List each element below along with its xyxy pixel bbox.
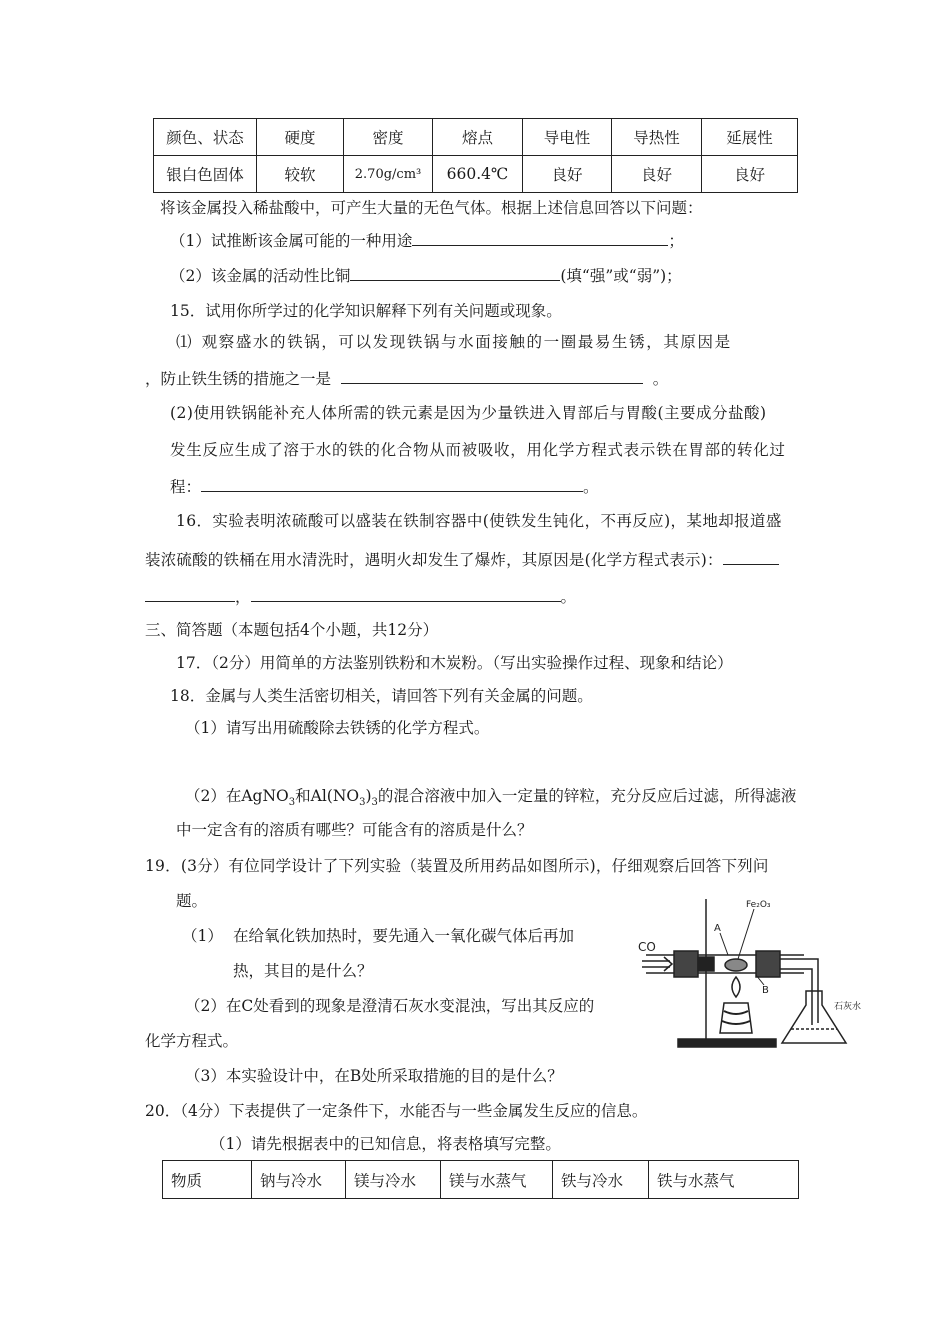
q16-line3: ， 。 (145, 587, 576, 607)
table-cell: 良好 (523, 156, 612, 193)
label-b: B (762, 985, 769, 996)
q18-part2-line2: 中一定含有的溶质有哪些？可能含有的溶质是什么？ (176, 821, 533, 839)
q19-part2-line1: （2）在C处看到的现象是澄清石灰水变混浊，写出其反应的 (185, 997, 595, 1015)
table-header-cell: 镁与冷水 (346, 1161, 441, 1199)
q19-part1-num: （1） (182, 927, 223, 945)
answer-blank[interactable] (341, 369, 643, 384)
lamp-liquid (722, 1011, 750, 1024)
gas-flow-arrowhead (664, 957, 672, 971)
q16-line1: 16．实验表明浓硫酸可以盛装在铁制容器中(使铁发生钝化，不再反应)，某地却报道盛 (176, 512, 782, 530)
answer-blank[interactable] (201, 477, 583, 492)
table-header-cell: 硬度 (257, 119, 344, 156)
table-cell: 较软 (257, 156, 344, 193)
table-header-cell: 镁与水蒸气 (441, 1161, 553, 1199)
label-pointer (720, 933, 728, 955)
q15-part2-line1: (2)使用铁锅能补充人体所需的铁元素是因为少量铁进入胃部后与胃酸(主要成分盐酸) (170, 404, 767, 422)
table-header-cell: 密度 (344, 119, 433, 156)
answer-blank[interactable] (412, 231, 668, 246)
label-co: CO (638, 940, 656, 954)
q14-intro: 将该金属投入稀盐酸中，可产生大量的无色气体。根据上述信息回答以下问题： (160, 199, 703, 217)
q18-title: 18．金属与人类生活密切相关，请回答下列有关金属的问题。 (170, 687, 593, 705)
metal-properties-table (153, 118, 798, 193)
q19-part2-line2: 化学方程式。 (145, 1032, 239, 1050)
q20-part1: （1）请先根据表中的已知信息，将表格填写完整。 (210, 1135, 561, 1153)
clamp (698, 957, 714, 971)
q15-part1-line2: ，防止铁生锈的措施之一是 。 (145, 370, 669, 388)
q17-text: 17．（2分）用简单的方法鉴别铁粉和木炭粉。（写出实验操作过程、现象和结论） (176, 654, 733, 672)
table-cell: 银白色固体 (154, 156, 257, 193)
answer-blank[interactable] (251, 587, 561, 602)
q18-part2-line1: （2）在AgNO$_3$和$Al(NO_3)_3$的混合溶液中加入一定量的锌粒，充分反应后过滤，所得滤液 (185, 787, 797, 809)
table-header-cell: 物质 (163, 1161, 252, 1199)
apparatus-figure (636, 893, 868, 1055)
stopper-right (756, 951, 780, 977)
q19-part3: （3）本实验设计中，在B处所采取措施的目的是什么？ (185, 1067, 563, 1085)
table-header-cell: 导热性 (612, 119, 702, 156)
stopper-left (674, 951, 698, 977)
q19-line2: 题。 (176, 892, 208, 910)
metal-water-table (162, 1160, 799, 1199)
table-cell: 2.70g/cm³ (344, 156, 433, 193)
table-header-cell: 钠与冷水 (252, 1161, 346, 1199)
q15-part2-line2: 发生反应生成了溶于水的铁的化合物从而被吸收，用化学方程式表示铁在胃部的转化过 (170, 441, 786, 459)
label-fe2o3: Fe₂O₃ (746, 900, 771, 910)
conical-flask (782, 991, 846, 1043)
label-limewater: 石灰水 (834, 1002, 862, 1012)
q19-part1-line2: 热，其目的是什么？ (233, 962, 373, 980)
flame (732, 977, 740, 997)
q15-title: 15．试用你所学过的化学知识解释下列有关问题或现象。 (170, 302, 562, 320)
outlet-tube-inner (780, 969, 812, 1025)
label-a: A (714, 923, 721, 934)
fe2o3-sample (725, 959, 747, 971)
q14-part1: （1）试推断该金属可能的一种用途 ； (170, 232, 684, 250)
section3-title: 三、简答题（本题包括4个小题，共12分） (145, 621, 439, 639)
answer-blank[interactable] (145, 587, 235, 602)
table-header-cell: 颜色、状态 (154, 119, 257, 156)
label-pointer (738, 909, 754, 959)
stand-base (678, 1039, 776, 1047)
answer-blank[interactable] (723, 550, 779, 565)
q18-part1: （1）请写出用硫酸除去铁锈的化学方程式。 (185, 719, 490, 737)
q16-line2: 装浓硫酸的铁桶在用水清洗时，遇明火却发生了爆炸，其原因是(化学方程式表示)： (145, 550, 779, 570)
table-cell: 良好 (612, 156, 702, 193)
table-header-cell: 铁与冷水 (553, 1161, 649, 1199)
table-cell: 良好 (702, 156, 798, 193)
q14-part2: （2）该金属的活动性比铜 (填“强”或“弱”)； (170, 267, 682, 285)
table-header-cell: 熔点 (433, 119, 523, 156)
q19-line1: 19．(3分）有位同学设计了下列实验（装置及所用药品如图所示)，仔细观察后回答下列问 (145, 857, 769, 875)
alcohol-lamp (720, 1003, 752, 1033)
table-cell: 660.4℃ (433, 156, 523, 193)
q19-part1-line1: 在给氧化铁加热时，要先通入一氧化碳气体后再加 (233, 927, 575, 945)
q15-part1-line1: ⑴ 观察盛水的铁锅，可以发现铁锅与水面接触的一圈最易生锈，其原因是 (176, 333, 732, 351)
answer-blank[interactable] (350, 266, 560, 281)
q20-title: 20．（4分）下表提供了一定条件下，水能否与一些金属发生反应的信息。 (145, 1102, 648, 1120)
table-header-cell: 铁与水蒸气 (649, 1161, 799, 1199)
table-header-cell: 导电性 (523, 119, 612, 156)
q15-part2-line3: 程： 。 (170, 478, 599, 496)
table-header-cell: 延展性 (702, 119, 798, 156)
